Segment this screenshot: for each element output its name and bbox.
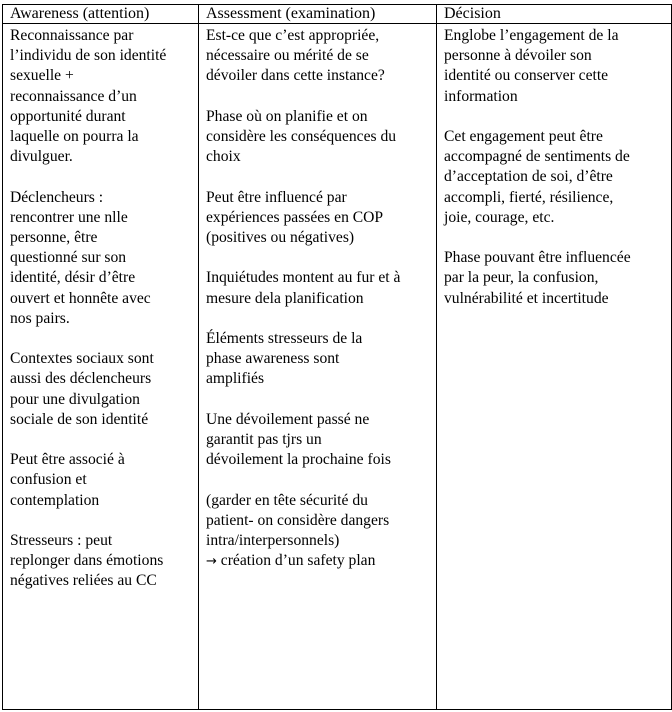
- header-awareness: Awareness (attention): [3, 5, 199, 24]
- assessment-question: Est-ce que c’est appropriée, nécessaire ou mérité de se dévoiler dans cette instance?: [206, 27, 385, 85]
- assessment-safety-note: (garder en tête sécurité du patient- on considère dangers intra/interpersonnels): [206, 491, 390, 549]
- awareness-triggers: Déclencheurs : rencontrer une nlle personne, être questionné sur son identité, désir d’être ouvert et honnête avec nos pairs.: [10, 188, 151, 327]
- decision-influences: Phase pouvant être influencée par la peur, la confusion, vulnérabilité et incertitude: [444, 249, 631, 307]
- content-row: [3, 24, 672, 710]
- decision-feelings: Cet engagement peut être accompagné de sentiments de d’acceptation de soi, d’être accompli, fierté, résilience, joie, courage, etc.: [444, 128, 630, 226]
- awareness-confusion: Peut être associé à confusion et contemplation: [10, 451, 125, 509]
- safety-plan-text: création d’un safety plan: [216, 552, 376, 570]
- decision-cell: [437, 24, 672, 710]
- header-assessment: Assessment (examination): [199, 5, 437, 24]
- assessment-safety-plan: [206, 551, 430, 572]
- assessment-stressors: Éléments stresseurs de la phase awareness sont amplifiés: [206, 329, 363, 388]
- assessment-planning: Phase où on planifie et on considère les conséquences du choix: [206, 107, 397, 166]
- assessment-cell: [199, 24, 437, 710]
- awareness-definition: Reconnaissance par l’individu de son identité sexuelle + reconnaissance d’un opportunité durant laquelle on pourra la divulguer.: [10, 27, 167, 166]
- decision-engagement: Englobe l’engagement de la personne à dévoiler son identité ou conserver cette information: [444, 27, 619, 105]
- awareness-cell: [3, 24, 199, 710]
- header-row: [3, 5, 672, 24]
- assessment-past-experiences: Peut être influencé par expériences passées en COP (positives ou négatives): [206, 188, 384, 246]
- header-decision: Décision: [437, 5, 672, 24]
- assessment-worries: Inquiétudes montent au fur et à mesure dela planification: [206, 269, 401, 307]
- right-arrow-icon: →: [206, 554, 217, 570]
- assessment-past-disclosure: Une dévoilement passé ne garantit pas tjrs un dévoilement la prochaine fois: [206, 410, 391, 469]
- awareness-social-contexts: Contextes sociaux sont aussi des déclencheurs pour une divulgation sociale de son identité: [10, 350, 154, 428]
- awareness-stressors: Stresseurs : peut replonger dans émotions négatives reliées au CC: [10, 532, 164, 590]
- disclosure-phases-table: [2, 4, 672, 710]
